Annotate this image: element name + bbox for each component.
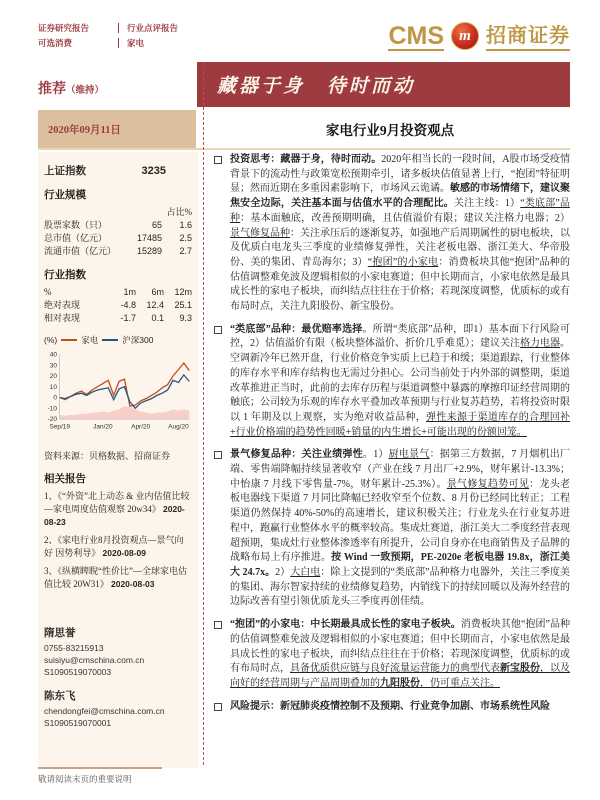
svg-text:20: 20 [49,373,57,381]
row-label: 股票家数（只） [44,220,108,230]
svg-text:30: 30 [49,362,57,370]
row-value: 65 [151,220,162,230]
paragraph-text: 投资思考：藏器于身，待时而动。2020年相当长的一段时间，A股市场受疫情背景下的流动性与政策宽松预期牵引，诸多板块估值显著上行，“抱团”特征明显；然而近期在多重因素影响下，市场风云诡谲。敏感的市场情绪下，建议聚焦安全边际，关注基本面与估值水平的合理配比。关注主线：1）“类底部”品种：基本面触底，改善预期明确，且估值溢价有限；建议关注格力电器；2）景气修复品种：关注承压后的逐渐复苏，如强地产后周期属性的厨电板块，以及优质白电龙头三季度的业绩修复弹性，关注老板电器、浙江美大、华帝股份、美的集团、青岛海尔；3）“抱团”的小家电：消费板块其他“抱团”品种的估值调整难免波及逻辑相似的小家电赛道；但中长期而言，小家电依然是最具成长性的家电子板块，而纠结点往往在于价格；若现深度调整，优质标的或有布局时点，关注九阳股份、新宝股份。 [230,154,570,313]
row-label: 总市值（亿元） [44,233,108,243]
paragraph-recovery-varieties [212,448,570,610]
row-value: -4.8 [120,300,136,310]
row-value: 1.6 [179,220,192,230]
sidebar [38,152,198,768]
row-value: 0.1 [151,313,164,323]
col-header: 6m [151,287,164,297]
report-date: 2020-08-03 [111,579,155,589]
list-item [44,490,192,529]
legend-line-hs300 [102,339,118,341]
row-label: 流通市值（亿元） [44,246,117,256]
index-label: 上证指数 [44,166,86,177]
industry-index-heading: 行业指数 [44,270,86,281]
paragraph-text: 景气修复品种：关注业绩弹性。1）厨电景气：据第三方数据，7 月烟机出厂端、零售端降幅持续显著收窄（产业在线 7 月出厂+2.9%，财年累计-13.3%；中怡康 7 月线下零售量-7%，财年累计-25.3%）。景气修复趋势可见：龙头老板电器线下渠道 7 月同比降幅已经收窄至个位数、8 月份已经同比转正；工程渠道仍然保持 40%-50%的高速增长，建议积极关注；行业龙头在行业复苏进程中，跑赢行业整体水平的概率较高。集成灶赛道，浙江美大二季度经营表现超预期，集成灶行业整体渗透率有所提升，公司自身亦在电商销售及子品牌的战略布局上有序推进。按 Wind 一致预期，PE-2020e 老板电器 19.8x，浙江美大 24.7x。2）大白电：除上文提到的“类底部”品种格力电器外，关注三季度美的集团、海尔智家持续的业绩修复趋势，内销线下的持续回暖以及海外经营的边际改善有望引领优质龙头三季度再创佳绩。 [230,449,571,608]
svg-text:Apr/20: Apr/20 [131,423,151,431]
paragraph-investment-thoughts [212,153,570,315]
legend-label: 沪深300 [122,335,154,345]
line-chart [44,348,192,444]
square-bullet-icon [214,703,222,711]
col-header: % [44,287,52,297]
row-value: 12.4 [146,300,164,310]
svg-text:Aug/20: Aug/20 [168,423,189,431]
square-bullet-icon [214,451,222,459]
industry: 家电 [127,37,145,48]
row-value: -1.7 [120,313,136,323]
analyst-phone: 0755-83215913 [44,643,104,653]
analyst-name: 隋思誉 [44,628,76,639]
table-header-row [44,206,192,219]
rating-text: 推荐 [38,82,66,97]
legend-line-jiadian [61,339,77,341]
report-subcategory: 行业点评报告 [127,22,179,33]
row-value: 17485 [136,233,162,243]
divider [38,148,570,150]
data-source: 资料来源：贝格数据、招商证券 [44,451,171,461]
row-value: 9.3 [179,313,192,323]
col-header: 1m [123,287,136,297]
square-bullet-icon [214,326,222,334]
table-row [44,312,192,325]
report-body [212,153,570,722]
svg-text:Jan/20: Jan/20 [93,423,113,431]
svg-text:0: 0 [53,394,57,402]
svg-text:-20: -20 [47,416,57,424]
analyst-card [44,625,192,678]
footer-disclaimer: 敬请阅读末页的重要说明 [38,774,132,784]
list-item [44,565,192,591]
sector: 可选消费 [38,37,73,48]
index-value: 3235 [141,165,166,177]
table-row [44,219,192,232]
table-row [44,299,192,312]
row-value: 25.1 [174,300,192,310]
rating-maintained: （维持） [66,86,105,96]
paragraph-text: 风险提示：新冠肺炎疫情控制不及预期、行业竞争加剧、市场系统性风险 [230,700,550,712]
svg-text:10: 10 [49,383,57,391]
legend-label: 家电 [81,335,99,345]
divider [118,38,119,48]
row-label: 相对表现 [44,313,81,323]
analyst-contacts [44,625,192,729]
col-header: 12m [174,287,192,297]
report-type-header [38,20,178,50]
list-item [44,534,192,560]
square-bullet-icon [214,156,222,164]
report-link: 1、《“外资”北上动态 & 业内估值比较—家电周度估值观察 20w34》 [44,491,190,514]
square-bullet-icon [214,621,222,629]
row-label: 绝对表现 [44,300,81,310]
report-date: 2020-08-23 [44,504,185,527]
report-subtitle: 家电行业9月投资观点 [325,123,455,138]
report-title: 藏器于身 待时而动 [217,76,416,97]
report-date: 2020年09月11日 [48,124,121,136]
title-banner [197,62,570,107]
cms-logo-chinese: 招商证券 [486,24,570,51]
report-date: 2020-08-09 [102,548,146,558]
svg-text:Sep/19: Sep/19 [49,423,70,431]
performance-chart [44,348,192,446]
legend-unit: (%) [44,335,58,345]
analyst-email: chendongfei@cmschina.com.cn [44,706,165,716]
analyst-email: suisiyu@cmschina.com.cn [44,655,145,665]
row-value: 2.5 [179,233,192,243]
table-row [44,245,192,258]
report-category: 证券研究报告 [38,22,90,33]
report-link: 3、《纵横睥睨“性价比”—全球家电估值比较 20W31》 [44,566,187,589]
analyst-license-id: S1090519070001 [44,718,112,728]
analyst-card [44,688,192,729]
cms-logo [388,22,570,51]
paragraph-bottom-like-varieties [212,323,570,441]
report-link: 2、《家电行业8月投资观点—景气向好 因势利导》 [44,535,184,558]
svg-text:-10: -10 [47,405,57,413]
analyst-name: 陈东飞 [44,691,76,702]
related-reports-heading: 相关报告 [44,474,86,485]
rating-badge [38,78,104,98]
col-header-share: 占比% [166,207,192,217]
industry-scale-heading: 行业规模 [44,190,86,201]
svg-text:40: 40 [49,351,57,359]
row-value: 2.7 [179,246,192,256]
shanghai-index-row [44,163,192,178]
table-row [44,232,192,245]
table-header-row [44,286,192,299]
paragraph-text: “抱团”的小家电：中长期最具成长性的家电子板块。消费板块其他“抱团”品种的估值调整难免波及逻辑相似的小家电赛道；但中长期而言，小家电依然是最具成长性的家电子板块，而纠结点往往在于价格；若现深度调整，优质标的或有布局时点，具备优质供应链与良好流量运营能力的典型代表新宝股份，以及向好的经营周期与产品周期叠加的九阳股份，仍可重点关注。 [230,619,570,689]
cms-logo-text: CMS [388,22,444,50]
row-value: 15289 [136,246,162,256]
divider [38,767,162,769]
paragraph-text: “类底部”品种：最优赔率选择。所谓“类底部”品种，即1）基本面下行风险可控，2）估值溢价有限（板块整体溢价、折价几乎难觅）；建议关注格力电器。空调新冷年已然开盘，行业价格竞争实质上已趋于和缓；渠道跟踪，行业整体的库存水平和库存结构也无需过分担心。公司当前处于内外部的调整期，渠道改革推进正当时，此前的去库存历程与渠道调整中暴露的摩擦印证经营周期的触底；公司较为乐观的库存水平叠加改革预期与行业复苏趋势，若将投资时限以 1 年期及以上观察，实为绝对收益品种，弹性来源于渠道库存的合理回补+行业价格端的趋势性回暖+销量的内生增长+可能出现的份额回笼。 [230,323,571,438]
paragraph-risk-warning [212,700,570,715]
chart-legend [44,334,192,346]
analyst-license-id: S1090519070003 [44,667,112,677]
divider [203,62,204,765]
paragraph-small-appliances [212,618,570,692]
date-box [38,110,196,148]
cms-logo-icon: m [451,22,479,50]
divider [118,23,119,33]
